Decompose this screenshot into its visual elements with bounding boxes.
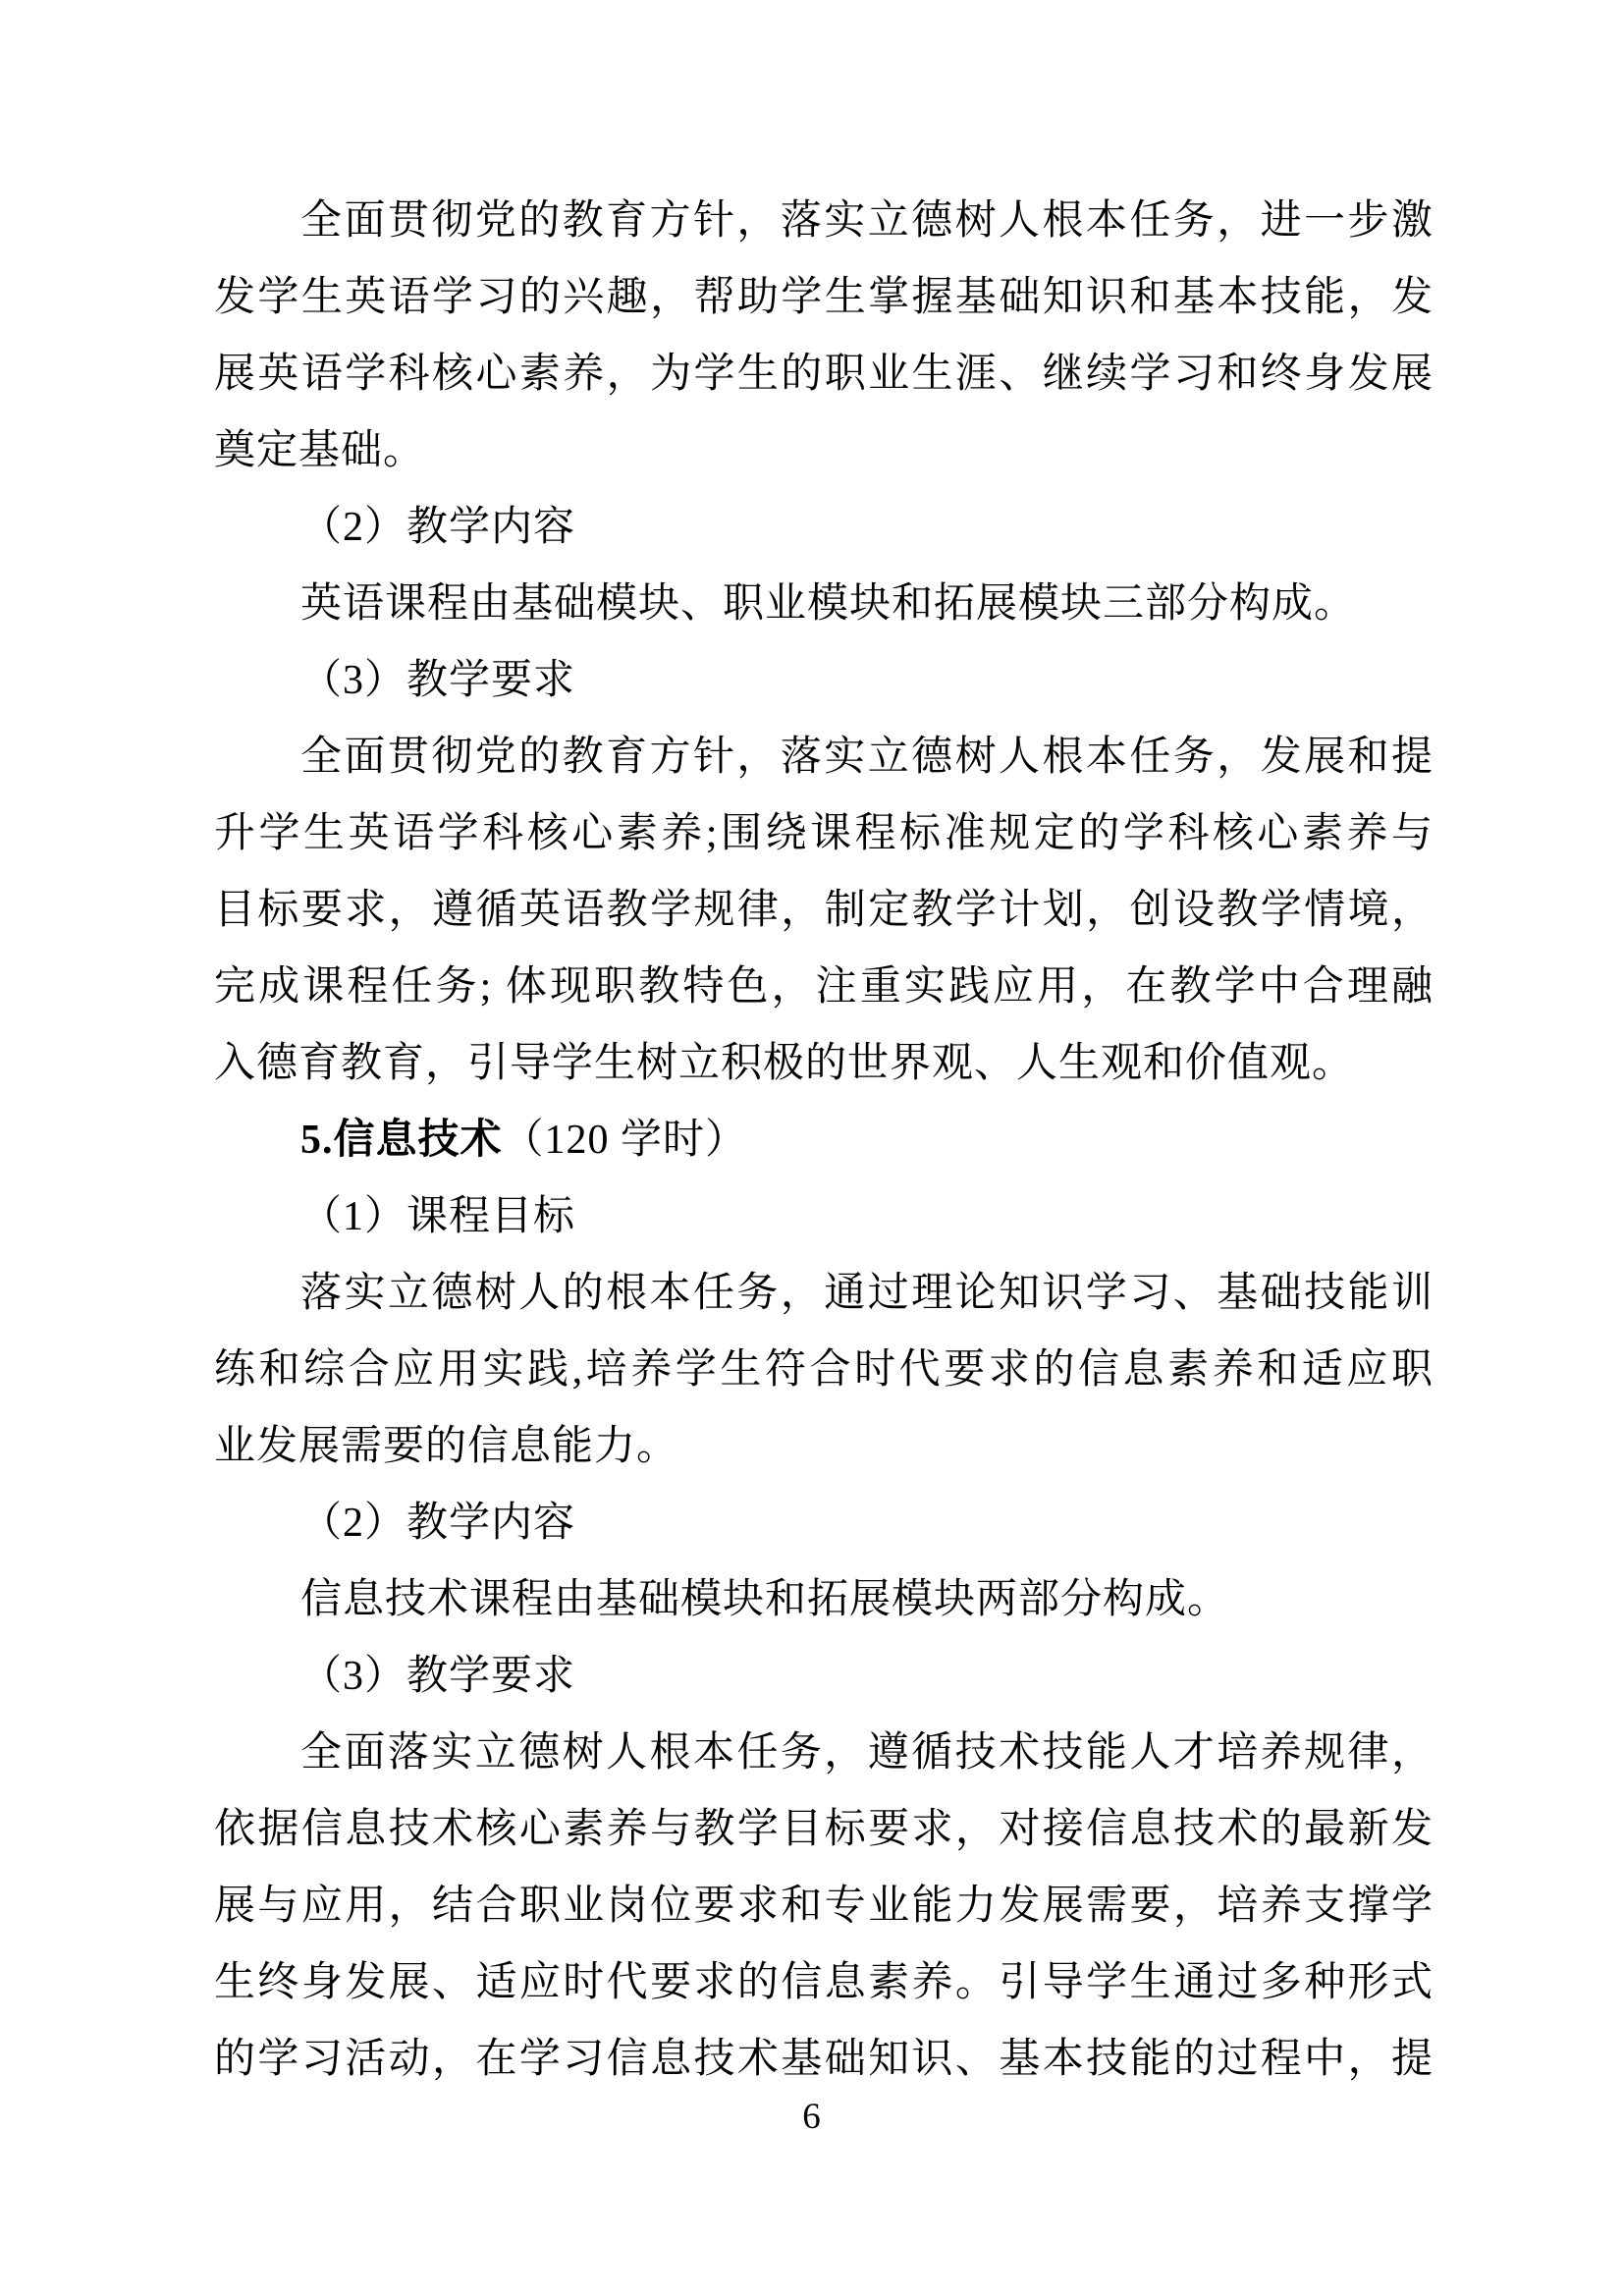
text-run: 全面贯彻党的教育方针，落实立德树人根本任务，进一步激 bbox=[300, 198, 1434, 244]
text-line bbox=[214, 795, 1434, 872]
text-run: 业发展需要的信息能力。 bbox=[214, 1424, 679, 1469]
text-run: 奠定基础。 bbox=[214, 428, 426, 473]
document-body bbox=[214, 183, 1434, 2098]
text-run: 落实立德树人的根本任务，通过理论知识学习、基础技能训 bbox=[300, 1271, 1434, 1316]
text-run: （120 学时） bbox=[502, 1118, 748, 1163]
text-line bbox=[214, 949, 1434, 1025]
text-run: 完成课程任务; 体现职教特色，注重实践应用，在教学中合理融 bbox=[214, 964, 1434, 1010]
text-line bbox=[214, 1715, 1434, 1791]
text-run: （3）教学要求 bbox=[300, 1654, 576, 1699]
text-line bbox=[214, 1408, 1434, 1485]
text-line bbox=[214, 1561, 1434, 1638]
text-line bbox=[214, 1178, 1434, 1255]
text-run: 入德育教育，引导学生树立积极的世界观、人生观和价值观。 bbox=[214, 1041, 1355, 1086]
text-line bbox=[214, 412, 1434, 489]
text-line bbox=[214, 872, 1434, 949]
text-run: 全面贯彻党的教育方针，落实立德树人根本任务，发展和提 bbox=[300, 735, 1434, 780]
text-line bbox=[214, 1332, 1434, 1408]
text-run: （3）教学要求 bbox=[300, 658, 576, 703]
text-run: 生终身发展、适应时代要求的信息素养。引导学生通过多种形式 bbox=[214, 1960, 1434, 2005]
text-run: 信息技术课程由基础模块和拓展模块两部分构成。 bbox=[300, 1577, 1230, 1622]
text-line bbox=[214, 1102, 1434, 1178]
text-run: 展与应用，结合职业岗位要求和专业能力发展需要，培养支撑学 bbox=[214, 1884, 1434, 1929]
text-line bbox=[214, 719, 1434, 795]
text-line bbox=[214, 183, 1434, 259]
text-run: 发学生英语学习的兴趣，帮助学生掌握基础知识和基本技能，发 bbox=[214, 275, 1434, 320]
text-line bbox=[214, 1944, 1434, 2021]
text-line bbox=[214, 1025, 1434, 1102]
text-line bbox=[214, 642, 1434, 719]
text-line bbox=[214, 489, 1434, 566]
text-line bbox=[214, 2021, 1434, 2098]
text-run: 依据信息技术核心素养与教学目标要求，对接信息技术的最新发 bbox=[214, 1807, 1434, 1852]
text-run: 展英语学科核心素养，为学生的职业生涯、继续学习和终身发展 bbox=[214, 352, 1434, 397]
text-run: 英语课程由基础模块、职业模块和拓展模块三部分构成。 bbox=[300, 581, 1357, 627]
text-line bbox=[214, 1638, 1434, 1715]
text-line bbox=[214, 259, 1434, 336]
text-run: （1）课程目标 bbox=[300, 1194, 576, 1239]
text-run: 练和综合应用实践,培养学生符合时代要求的信息素养和适应职 bbox=[214, 1347, 1434, 1393]
text-run: 的学习活动，在学习信息技术基础知识、基本技能的过程中，提 bbox=[214, 2037, 1434, 2082]
text-line bbox=[214, 1255, 1434, 1332]
text-line bbox=[214, 1868, 1434, 1944]
text-run: （2）教学内容 bbox=[300, 1501, 576, 1546]
text-line bbox=[214, 566, 1434, 642]
text-run: 目标要求，遵循英语教学规律，制定教学计划，创设教学情境， bbox=[214, 888, 1434, 933]
text-run: 全面落实立德树人根本任务，遵循技术技能人才培养规律， bbox=[300, 1730, 1434, 1776]
page-number: 6 bbox=[802, 2097, 821, 2137]
text-line bbox=[214, 1791, 1434, 1868]
bold-text-run: 5.信息技术 bbox=[300, 1118, 503, 1163]
text-run: 升学生英语学科核心素养;围绕课程标准规定的学科核心素养与 bbox=[214, 811, 1434, 856]
text-line bbox=[214, 1485, 1434, 1561]
text-line bbox=[214, 336, 1434, 412]
text-run: （2）教学内容 bbox=[300, 505, 576, 550]
